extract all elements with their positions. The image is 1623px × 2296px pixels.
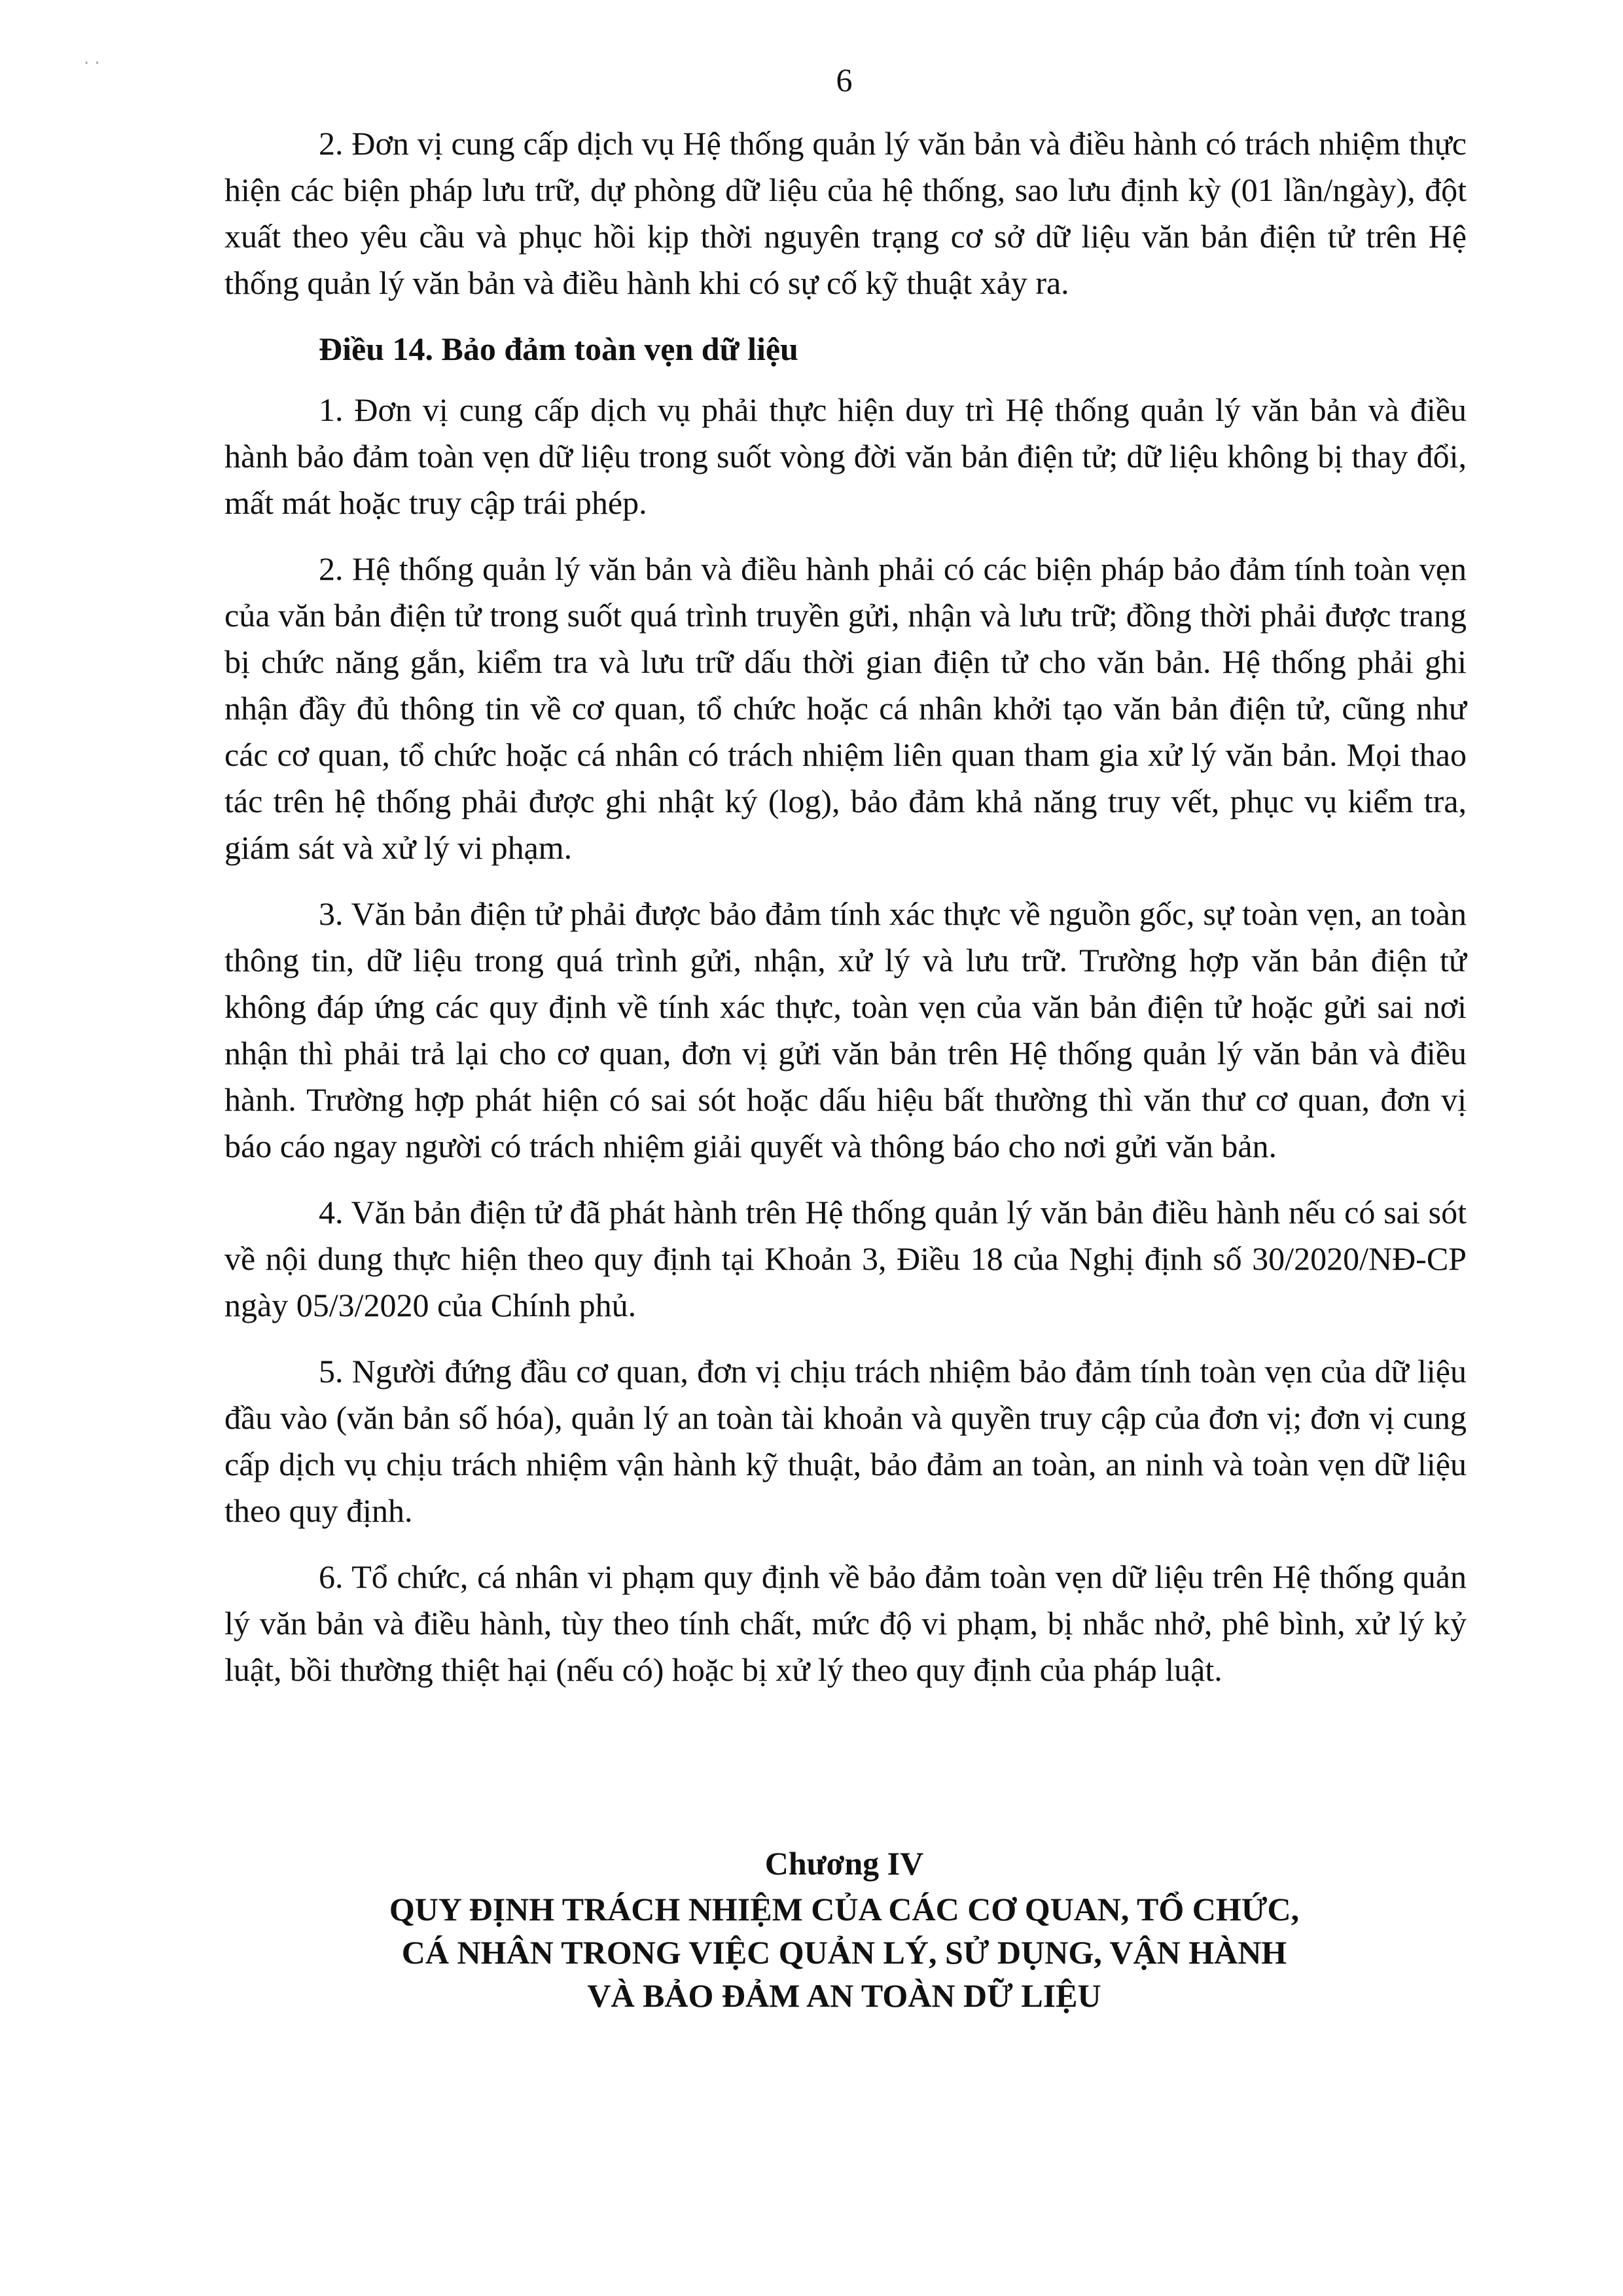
paragraph-clause-2: 2. Hệ thống quản lý văn bản và điều hành phải có các biện pháp bảo đảm tính toàn vẹn của văn bản điện tử trong suốt quá trình truyền gửi, nhận và lưu trữ; đồng thời phải được trang bị chức năng gắn, kiểm tra và lưu trữ dấu thời gian điện tử cho văn bản. Hệ thống phải ghi nhận đầy đủ thông tin về cơ quan, tổ chức hoặc cá nhân khởi tạo văn bản điện tử, cũng như các cơ quan, tổ chức hoặc cá nhân có trách nhiệm liên quan tham gia xử lý văn bản. Mọi thao tác trên hệ thống phải được ghi nhật ký (log), bảo đảm khả năng truy vết, phục vụ kiểm tra, giám sát và xử lý vi phạm. [224,550,1467,866]
article-14-heading: Điều 14. Bảo đảm toàn vẹn dữ liệu [319,331,798,367]
paragraph-clause-2-backup: 2. Đơn vị cung cấp dịch vụ Hệ thống quản lý văn bản và điều hành có trách nhiệm thực hiện các biện pháp lưu trữ, dự phòng dữ liệu của hệ thống, sao lưu định kỳ (01 lần/ngày), đột xuất theo yêu cầu và phục hồi kịp thời nguyên trạng cơ sở dữ liệu văn bản điện tử trên Hệ thống quản lý văn bản và điều hành khi có sự cố kỹ thuật xảy ra. [224,125,1467,301]
chapter-title-line: QUY ĐỊNH TRÁCH NHIỆM CỦA CÁC CƠ QUAN, TỔ CHỨC, [389,1891,1300,1928]
page-number: 6 [836,62,853,98]
paragraph-clause-5: 5. Người đứng đầu cơ quan, đơn vị chịu trách nhiệm bảo đảm tính toàn vẹn của dữ liệu đầu vào (văn bản số hóa), quản lý an toàn tài khoản và quyền truy cập của đơn vị; đơn vị cung cấp dịch vụ chịu trách nhiệm vận hành kỹ thuật, bảo đảm an toàn, an ninh và toàn vẹn dữ liệu theo quy định. [224,1353,1467,1529]
chapter-label: Chương IV [764,1845,924,1882]
scan-artifact-mark: · · [84,54,100,73]
chapter-title-line: VÀ BẢO ĐẢM AN TOÀN DỮ LIỆU [587,1977,1101,2014]
paragraph-clause-3: 3. Văn bản điện tử phải được bảo đảm tính xác thực về nguồn gốc, sự toàn vẹn, an toàn thông tin, dữ liệu trong quá trình gửi, nhận, xử lý và lưu trữ. Trường hợp văn bản điện tử không đáp ứng các quy định về tính xác thực, toàn vẹn của văn bản điện tử hoặc gửi sai nơi nhận thì phải trả lại cho cơ quan, đơn vị gửi văn bản trên Hệ thống quản lý văn bản và điều hành. Trường hợp phát hiện có sai sót hoặc dấu hiệu bất thường thì văn thư cơ quan, đơn vị báo cáo ngay người có trách nhiệm giải quyết và thông báo cho nơi gửi văn bản. [224,895,1467,1164]
paragraph-clause-1: 1. Đơn vị cung cấp dịch vụ phải thực hiện duy trì Hệ thống quản lý văn bản và điều hành bảo đảm toàn vẹn dữ liệu trong suốt vòng đời văn bản điện tử; dữ liệu không bị thay đổi, mất mát hoặc truy cập trái phép. [224,391,1467,521]
chapter-title-line: CÁ NHÂN TRONG VIỆC QUẢN LÝ, SỬ DỤNG, VẬN HÀNH [401,1934,1287,1971]
chapter-heading-block [0,1842,1623,2017]
paragraph-clause-4: 4. Văn bản điện tử đã phát hành trên Hệ thống quản lý văn bản điều hành nếu có sai sót về nội dung thực hiện theo quy định tại Khoản 3, Điều 18 của Nghị định số 30/2020/NĐ-CP ngày 05/3/2020 của Chính phủ. [224,1194,1467,1323]
paragraph-clause-6: 6. Tổ chức, cá nhân vi phạm quy định về bảo đảm toàn vẹn dữ liệu trên Hệ thống quản lý văn bản và điều hành, tùy theo tính chất, mức độ vi phạm, bị nhắc nhở, phê bình, xử lý kỷ luật, bồi thường thiệt hại (nếu có) hoặc bị xử lý theo quy định của pháp luật. [224,1558,1467,1688]
document-body [224,120,1467,1713]
